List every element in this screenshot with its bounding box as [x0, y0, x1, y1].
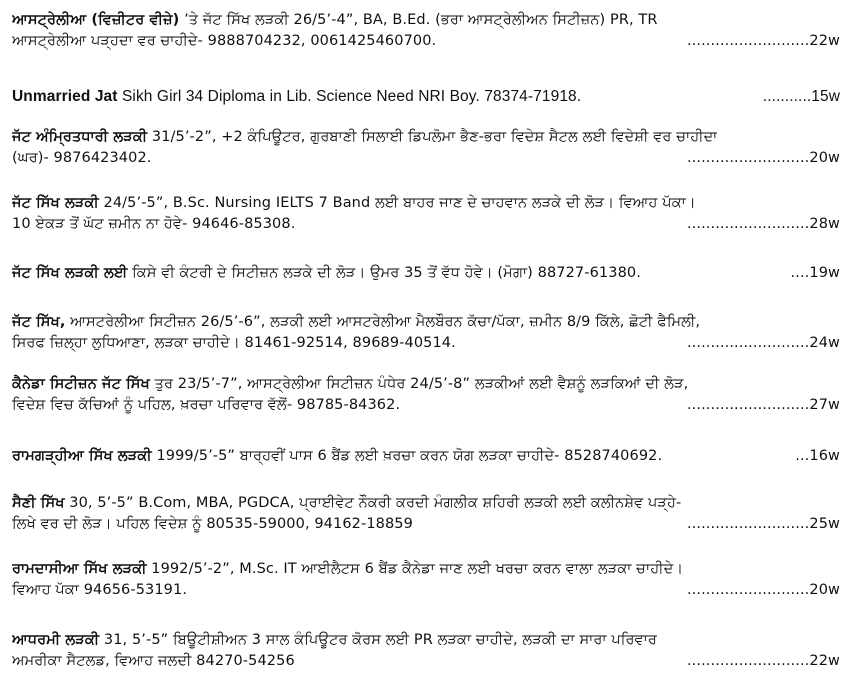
ad-highlight: ਜੱਟ ਸਿੱਖ ਲੜਕੀ — [12, 195, 99, 211]
ad-text-line: ਕਿਸੇ ਵੀ ਕੰਟਰੀ ਦੇ ਸਿਟੀਜ਼ਨ ਲੜਕੇ ਦੀ ਲੋੜ। ਉਮਰ 35 ਤੋਂ ਵੱਧ ਹੋਵੇ। (ਮੋਗਾ) 88727-61380. — [132, 265, 641, 281]
classified-ad — [12, 630, 840, 672]
ad-highlight: ਸੈਣੀ ਸਿੱਖ — [12, 495, 65, 511]
ad-word-count: ...16w — [795, 448, 840, 464]
ad-word-count: ..........................20w — [686, 582, 840, 598]
ad-text-line: ਵਿਦੇਸ਼ ਵਿਚ ਕੱਚਿਆਂ ਨੂੰ ਪਹਿਲ, ਖ਼ਰਚਾ ਪਰਿਵਾਰ ਵੱਲੋਂ- 98785-84362. — [12, 397, 401, 413]
ad-word-count: ..........................25w — [686, 516, 840, 532]
ad-word-count: ...........15w — [762, 88, 840, 105]
ad-highlight: ਜੱਟ ਸਿੱਖ ਲੜਕੀ ਲਈ — [12, 265, 128, 281]
classified-ad — [12, 263, 840, 284]
ad-highlight: Unmarried Jat — [12, 88, 118, 105]
ad-text-line: ਆਸਟਰੇਲੀਆ ਸਿਟੀਜ਼ਨ 26/5’-6”, ਲੜਕੀ ਲਈ ਆਸਟਰੇਲੀਆ ਮੈਲਬੌਰਨ ਕੱਚਾ/ਪੱਕਾ, ਜ਼ਮੀਨ 8/9 ਕਿੱਲੇ, ਛੋਟੀ ਫੈਮਿਲੀ, — [70, 314, 701, 330]
ad-text-line: ਤੁਰ 23/5’-7”, ਆਸਟ੍ਰੇਲੀਆ ਸਿਟੀਜ਼ਨ ਪੰਧੇਰ 24/5’-8” ਲੜਕੀਆਂ ਲਈ ਵੈਸ਼ਨੂੰ ਲੜਕਿਆਂ ਦੀ ਲੋੜ, — [154, 376, 689, 392]
ad-highlight: ਜੱਟ ਅੰਮ੍ਰਿਤਧਾਰੀ ਲੜਕੀ — [12, 129, 148, 145]
ad-highlight: ਆਧਰਮੀ ਲੜਕੀ — [12, 632, 100, 648]
ad-word-count: ..........................28w — [686, 216, 840, 232]
ad-word-count: ..........................20w — [686, 150, 840, 166]
classified-ad — [12, 559, 840, 601]
ad-word-count: ....19w — [790, 265, 840, 281]
ad-text-line: ਵਿਆਹ ਪੱਕਾ 94656-53191. — [12, 582, 188, 598]
classified-ad — [12, 86, 840, 107]
classified-ad — [12, 493, 840, 535]
ad-text-line: 1999/5’-5” ਬਾਰ੍ਹਵੀਂ ਪਾਸ 6 ਬੈਂਡ ਲਈ ਖ਼ਰਚਾ ਕਰਨ ਯੋਗ ਲੜਕਾ ਚਾਹੀਦੇ- 8528740692. — [156, 448, 663, 464]
ad-text-line: ਅਮਰੀਕਾ ਸੈਟਲਡ, ਵਿਆਹ ਜਲਦੀ 84270-54256 — [12, 653, 295, 669]
ad-highlight: ਕੈਨੇਡਾ ਸਿਟੀਜ਼ਨ ਜੱਟ ਸਿੱਖ — [12, 376, 150, 392]
ad-highlight: ਰਾਮਗੜ੍ਹੀਆ ਸਿੱਖ ਲੜਕੀ — [12, 448, 152, 464]
ad-text-line: ਸਿਰਫ ਜ਼ਿਲ੍ਹਾ ਲੁਧਿਆਣਾ, ਲੜਕਾ ਚਾਹੀਦੇ। 81461-92514, 89689-40514. — [12, 335, 456, 351]
ad-text-line: Sikh Girl 34 Diploma in Lib. Science Need NRI Boy. 78374-71918. — [121, 88, 582, 105]
ad-text-line: 31/5’-2”, +2 ਕੰਪਿਊਟਰ, ਗੁਰਬਾਣੀ ਸਿਲਾਈ ਡਿਪਲੋਮਾ ਭੈਣ-ਭਰਾ ਵਿਦੇਸ਼ ਸੈਟਲ ਲਈ ਵਿਦੇਸ਼ੀ ਵਰ ਚਾਹੀਦਾ — [151, 129, 718, 145]
ad-text-line: 10 ਏਕੜ ਤੋਂ ਘੱਟ ਜ਼ਮੀਨ ਨਾ ਹੋਵੇ- 94646-85308. — [12, 216, 296, 232]
ad-text-line: 31, 5’-5” ਬਿਊਟੀਸ਼ੀਅਨ 3 ਸਾਲ ਕੰਪਿਊਟਰ ਕੋਰਸ ਲਈ PR ਲੜਕਾ ਚਾਹੀਦੇ, ਲੜਕੀ ਦਾ ਸਾਰਾ ਪਰਿਵਾਰ — [103, 632, 657, 648]
ad-highlight: ਜੱਟ ਸਿੱਖ, — [12, 314, 66, 330]
ad-word-count: ..........................24w — [686, 335, 840, 351]
ad-highlight: ਰਾਮਦਾਸੀਆ ਸਿੱਖ ਲੜਕੀ — [12, 561, 147, 577]
classified-ad — [12, 374, 840, 416]
classified-ad — [12, 193, 840, 235]
ad-text-line: (ਘਰ)- 9876423402. — [12, 150, 152, 166]
ad-text-line: ਆਸਟ੍ਰੇਲੀਆ ਪੜ੍ਹਦਾ ਵਰ ਚਾਹੀਦੇ- 9888704232, 0061425460700. — [12, 33, 437, 49]
ad-word-count: ..........................27w — [686, 397, 840, 413]
ad-text-line: ਲਿਖੇ ਵਰ ਦੀ ਲੋੜ। ਪਹਿਲ ਵਿਦੇਸ਼ ਨੂੰ 80535-59000, 94162-18859 — [12, 516, 413, 532]
ad-text-line: 24/5’-5”, B.Sc. Nursing IELTS 7 Band ਲਈ ਬਾਹਰ ਜਾਣ ਦੇ ਚਾਹਵਾਨ ਲੜਕੇ ਦੀ ਲੋੜ। ਵਿਆਹ ਪੱਕਾ। — [103, 195, 696, 211]
ad-text-line: ’ਤੇ ਜੱਟ ਸਿੱਖ ਲੜਕੀ 26/5’-4”, BA, B.Ed. (ਭਰਾ ਆਸਟ੍ਰੇਲੀਅਨ ਸਿਟੀਜ਼ਨ) PR, TR — [184, 12, 658, 28]
ad-text-line: 30, 5’-5” B.Com, MBA, PGDCA, ਪ੍ਰਾਈਵੇਟ ਨੌਕਰੀ ਕਰਦੀ ਮੰਗਲੀਕ ਸ਼ਹਿਰੀ ਲੜਕੀ ਲਈ ਕਲੀਨਸ਼ੇਵ ਪੜ੍ਹੇ- — [69, 495, 682, 511]
classified-ad — [12, 446, 840, 467]
ad-word-count: ..........................22w — [686, 33, 840, 49]
ad-word-count: ..........................22w — [686, 653, 840, 669]
classified-ad — [12, 10, 840, 52]
ad-text-line: 1992/5’-2”, M.Sc. IT ਆਈਲੈਟਸ 6 ਬੈਂਡ ਕੈਨੇਡਾ ਜਾਣ ਲਈ ਖਰਚਾ ਕਰਨ ਵਾਲਾ ਲੜਕਾ ਚਾਹੀਦੇ। — [151, 561, 684, 577]
classified-ad — [12, 127, 840, 169]
classified-ad — [12, 312, 840, 354]
ad-highlight: ਆਸਟ੍ਰੇਲੀਆ (ਵਿਜ਼ੀਟਰ ਵੀਜ਼ੇ) — [12, 12, 180, 28]
